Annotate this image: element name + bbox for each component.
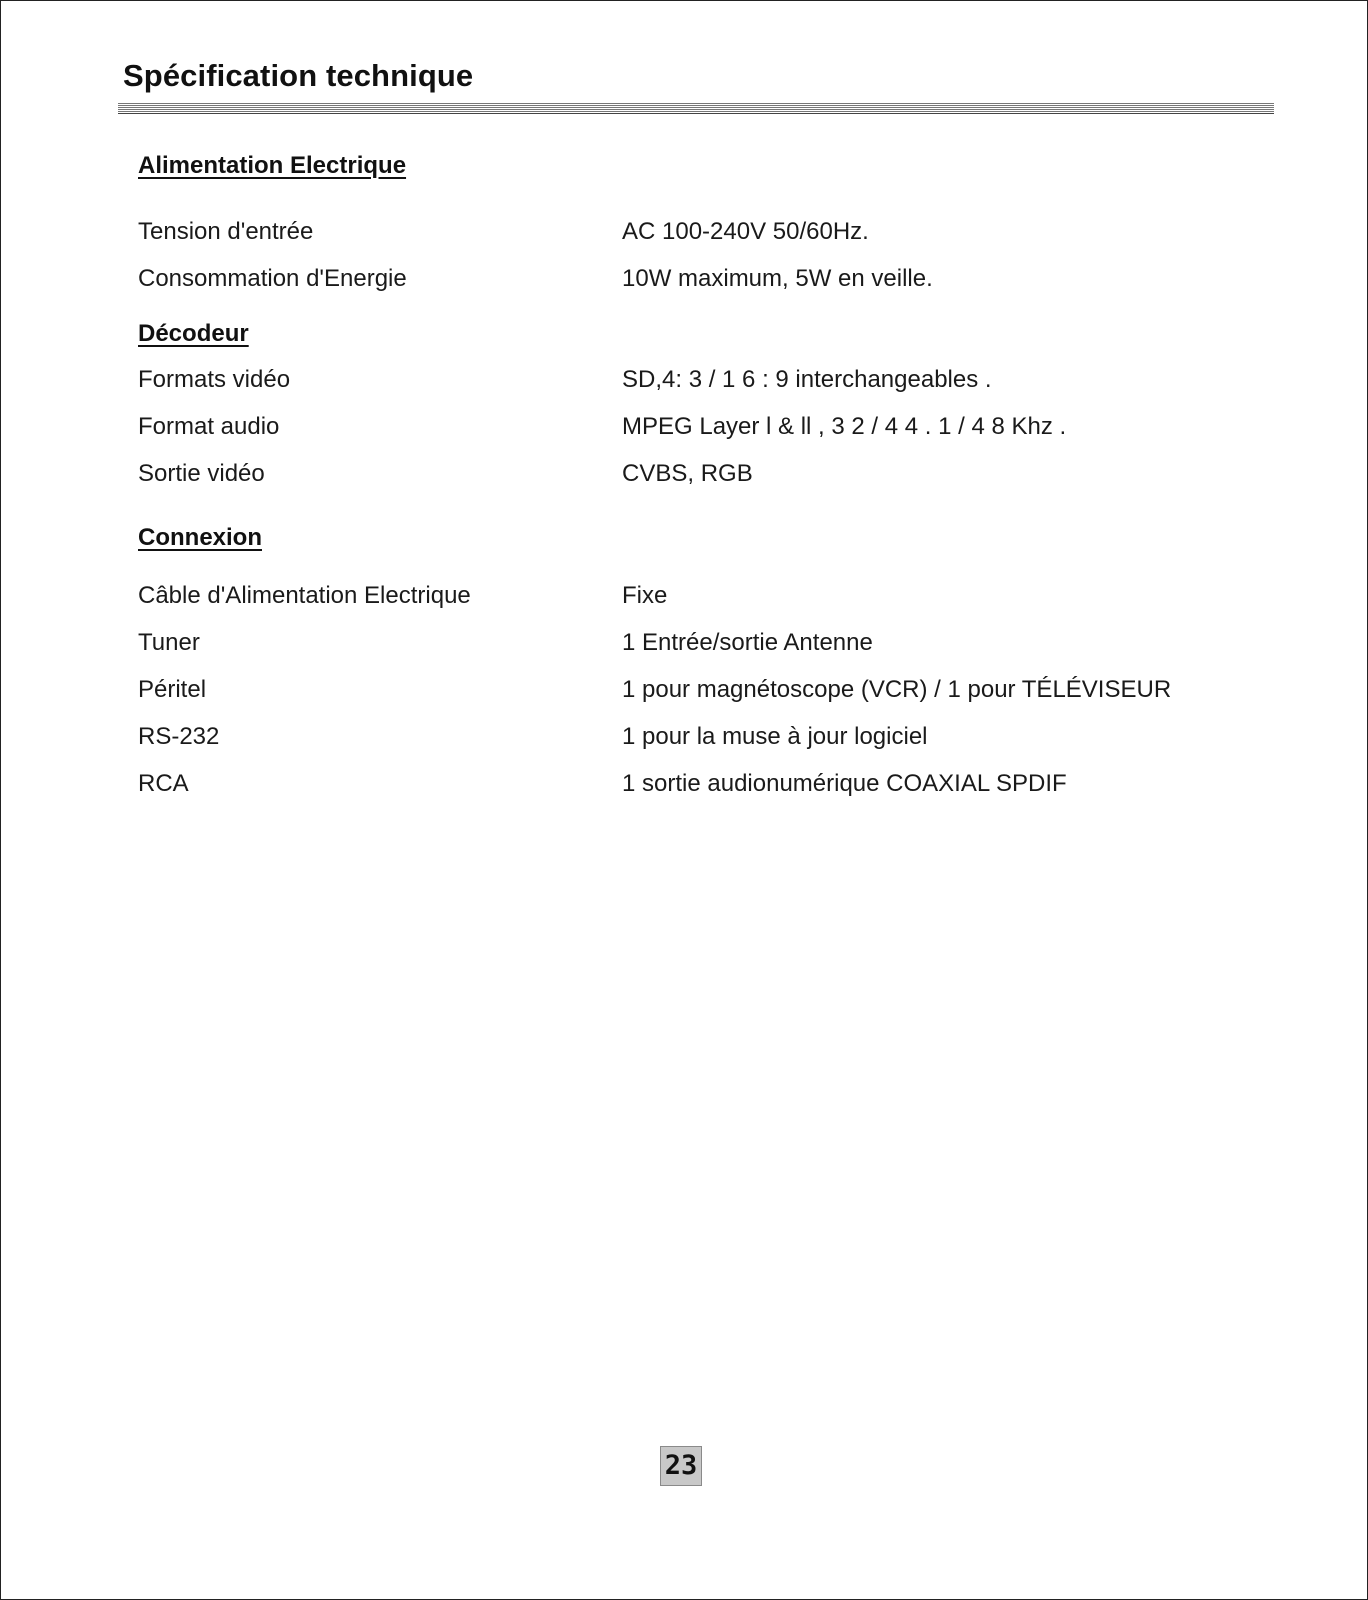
spec-label-video-formats: Formats vidéo	[138, 366, 291, 393]
spec-label-power-cable: Câble d'Alimentation Electrique	[138, 582, 471, 609]
spec-label-power-consumption: Consommation d'Energie	[138, 265, 407, 292]
spec-label-rca: RCA	[138, 770, 189, 797]
spec-value-video-formats: SD,4: 3 / 1 6 : 9 interchangeables .	[622, 366, 992, 393]
page-number-badge: 23	[660, 1446, 702, 1486]
section-heading-decoder: Décodeur	[138, 320, 249, 347]
spec-label-rs232: RS-232	[138, 723, 220, 750]
section-heading-connection: Connexion	[138, 524, 262, 551]
spec-value-scart: 1 pour magnétoscope (VCR) / 1 pour TÉLÉVISEUR	[622, 676, 1172, 703]
spec-value-audio-format: MPEG Layer l & ll , 3 2 / 4 4 . 1 / 4 8 Khz .	[622, 413, 1067, 440]
spec-value-power-consumption: 10W maximum, 5W en veille.	[622, 265, 933, 292]
spec-label-scart: Péritel	[138, 676, 207, 703]
page-title: Spécification technique	[123, 58, 474, 93]
spec-label-video-output: Sortie vidéo	[138, 460, 265, 487]
spec-value-power-cable: Fixe	[622, 582, 668, 609]
spec-label-tuner: Tuner	[138, 629, 200, 656]
spec-value-input-voltage: AC 100-240V 50/60Hz.	[622, 218, 869, 245]
spec-value-tuner: 1 Entrée/sortie Antenne	[622, 629, 873, 656]
spec-label-input-voltage: Tension d'entrée	[138, 218, 314, 245]
section-heading-power: Alimentation Electrique	[138, 152, 407, 179]
spec-value-rca: 1 sortie audionumérique COAXIAL SPDIF	[622, 770, 1067, 797]
spec-label-audio-format: Format audio	[138, 413, 280, 440]
spec-value-video-output: CVBS, RGB	[622, 460, 753, 487]
spec-value-rs232: 1 pour la muse à jour logiciel	[622, 723, 928, 750]
title-divider	[118, 103, 1274, 115]
